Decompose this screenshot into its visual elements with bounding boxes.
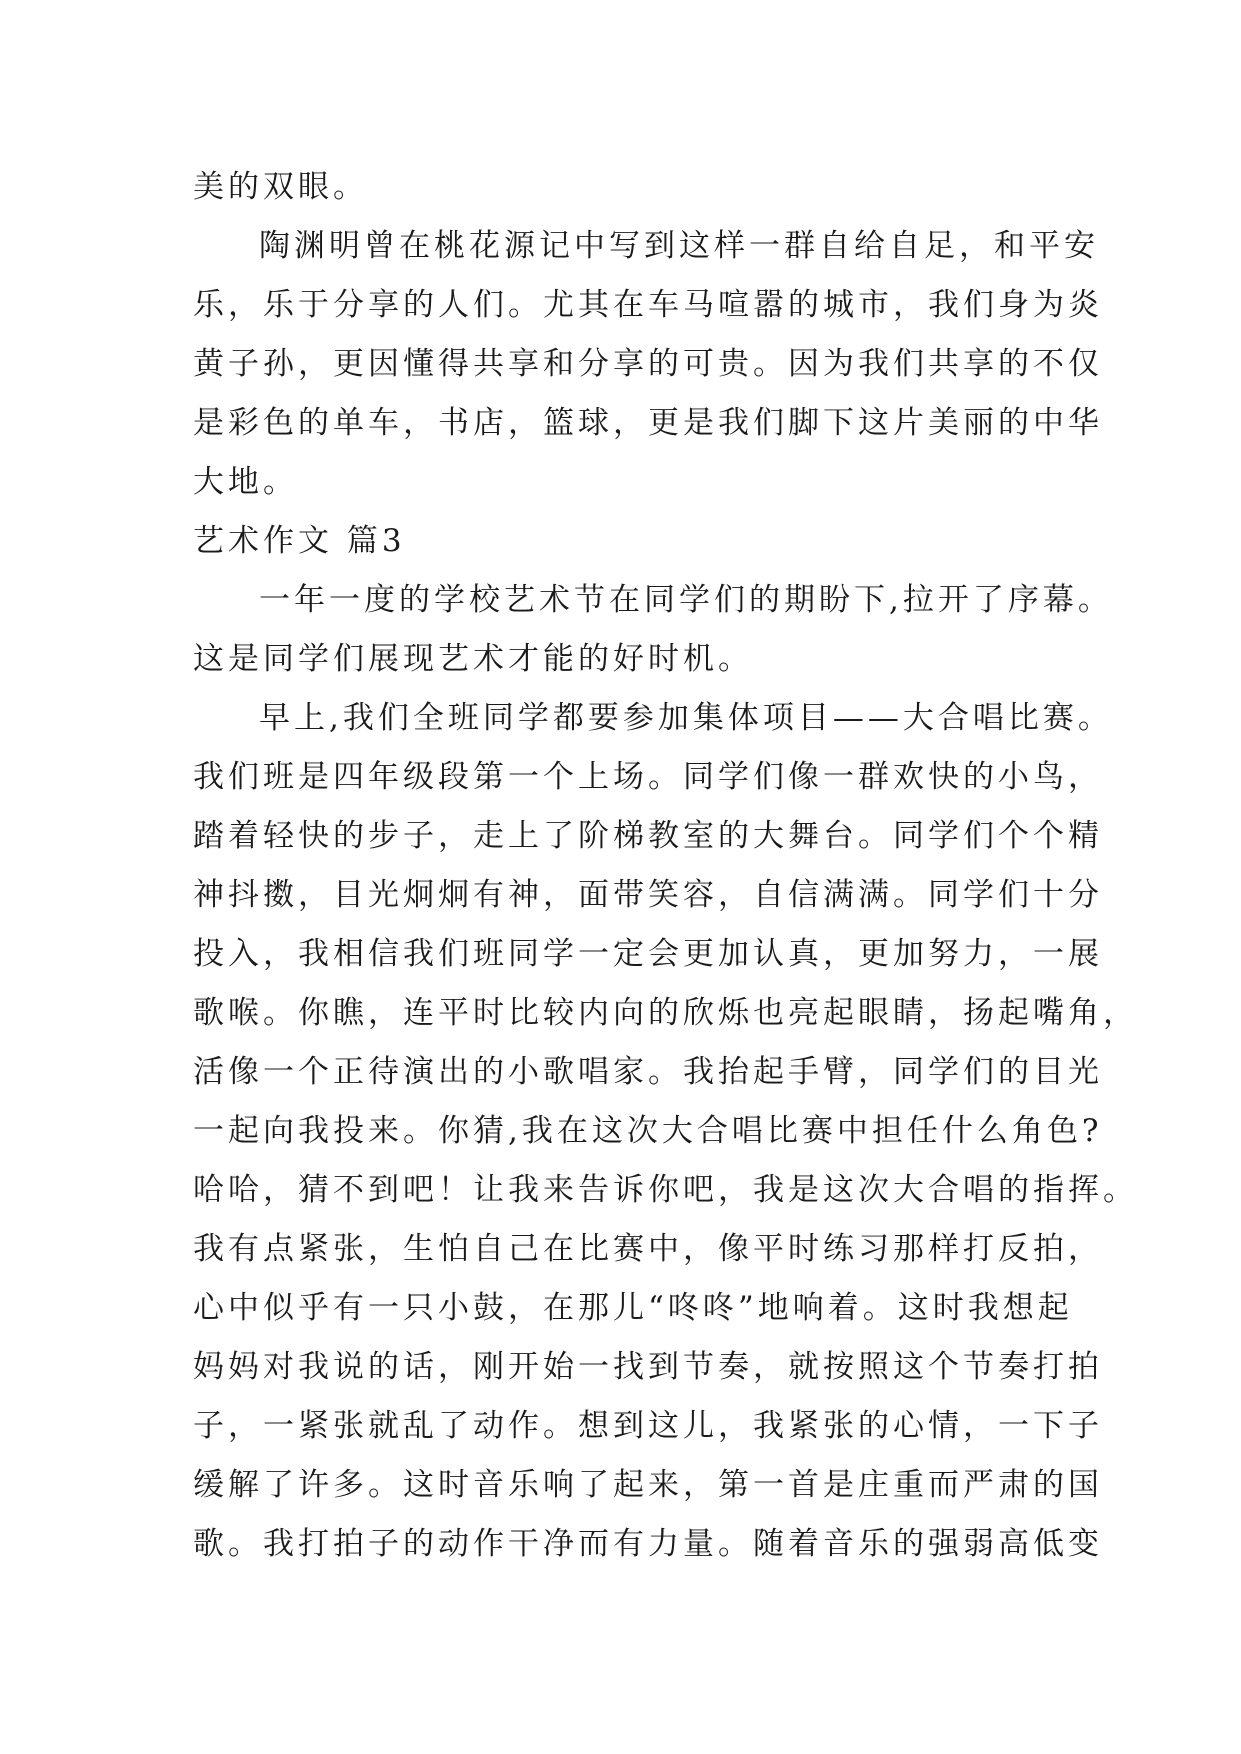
text-line: 踏着轻快的步子，走上了阶梯教室的大舞台。同学们个个精 xyxy=(193,818,1103,854)
text-line: 是彩色的单车，书店，篮球，更是我们脚下这片美丽的中华 xyxy=(193,405,1103,441)
text-line: 黄子孙，更因懂得共享和分享的可贵。因为我们共享的不仅 xyxy=(193,346,1103,382)
text-line: 哈哈，猜不到吧！让我来告诉你吧，我是这次大合唱的指挥。 xyxy=(193,1172,1138,1208)
text-line: 神抖擞，目光炯炯有神，面带笑容，自信满满。同学们十分 xyxy=(193,877,1103,913)
text-line: 一年一度的学校艺术节在同学们的期盼下,拉开了序幕。 xyxy=(259,582,1113,618)
text-line: 歌喉。你瞧，连平时比较内向的欣烁也亮起眼睛，扬起嘴角， xyxy=(193,995,1138,1031)
text-line: 大地。 xyxy=(193,464,298,500)
text-line: 美的双眼。 xyxy=(193,169,368,205)
text-line: 妈妈对我说的话，刚开始一找到节奏，就按照这个节奏打拍 xyxy=(193,1349,1103,1385)
text-line: 早上,我们全班同学都要参加集体项目——大合唱比赛。 xyxy=(259,700,1113,736)
text-line: 歌。我打拍子的动作干净而有力量。随着音乐的强弱高低变 xyxy=(193,1526,1103,1562)
text-line: 这是同学们展现艺术才能的好时机。 xyxy=(193,641,753,677)
text-line: 投入，我相信我们班同学一定会更加认真，更加努力，一展 xyxy=(193,936,1103,972)
text-line: 乐，乐于分享的人们。尤其在车马喧嚣的城市，我们身为炎 xyxy=(193,287,1103,323)
text-line: 心中似乎有一只小鼓，在那儿“咚咚”地响着。这时我想起 xyxy=(193,1290,1073,1326)
text-line: 我们班是四年级段第一个上场。同学们像一群欢快的小鸟， xyxy=(193,759,1103,795)
text-line: 一起向我投来。你猜,我在这次大合唱比赛中担任什么角色? xyxy=(193,1113,1103,1149)
text-line: 艺术作文 篇3 xyxy=(193,523,406,559)
text-line: 子，一紧张就乱了动作。想到这儿，我紧张的心情，一下子 xyxy=(193,1408,1103,1444)
text-line: 我有点紧张，生怕自己在比赛中，像平时练习那样打反拍， xyxy=(193,1231,1103,1267)
document-body xyxy=(193,158,1138,1574)
text-line: 活像一个正待演出的小歌唱家。我抬起手臂，同学们的目光 xyxy=(193,1054,1103,1090)
text-line: 缓解了许多。这时音乐响了起来，第一首是庄重而严肃的国 xyxy=(193,1467,1103,1503)
text-line: 陶渊明曾在桃花源记中写到这样一群自给自足，和平安 xyxy=(259,228,1099,264)
